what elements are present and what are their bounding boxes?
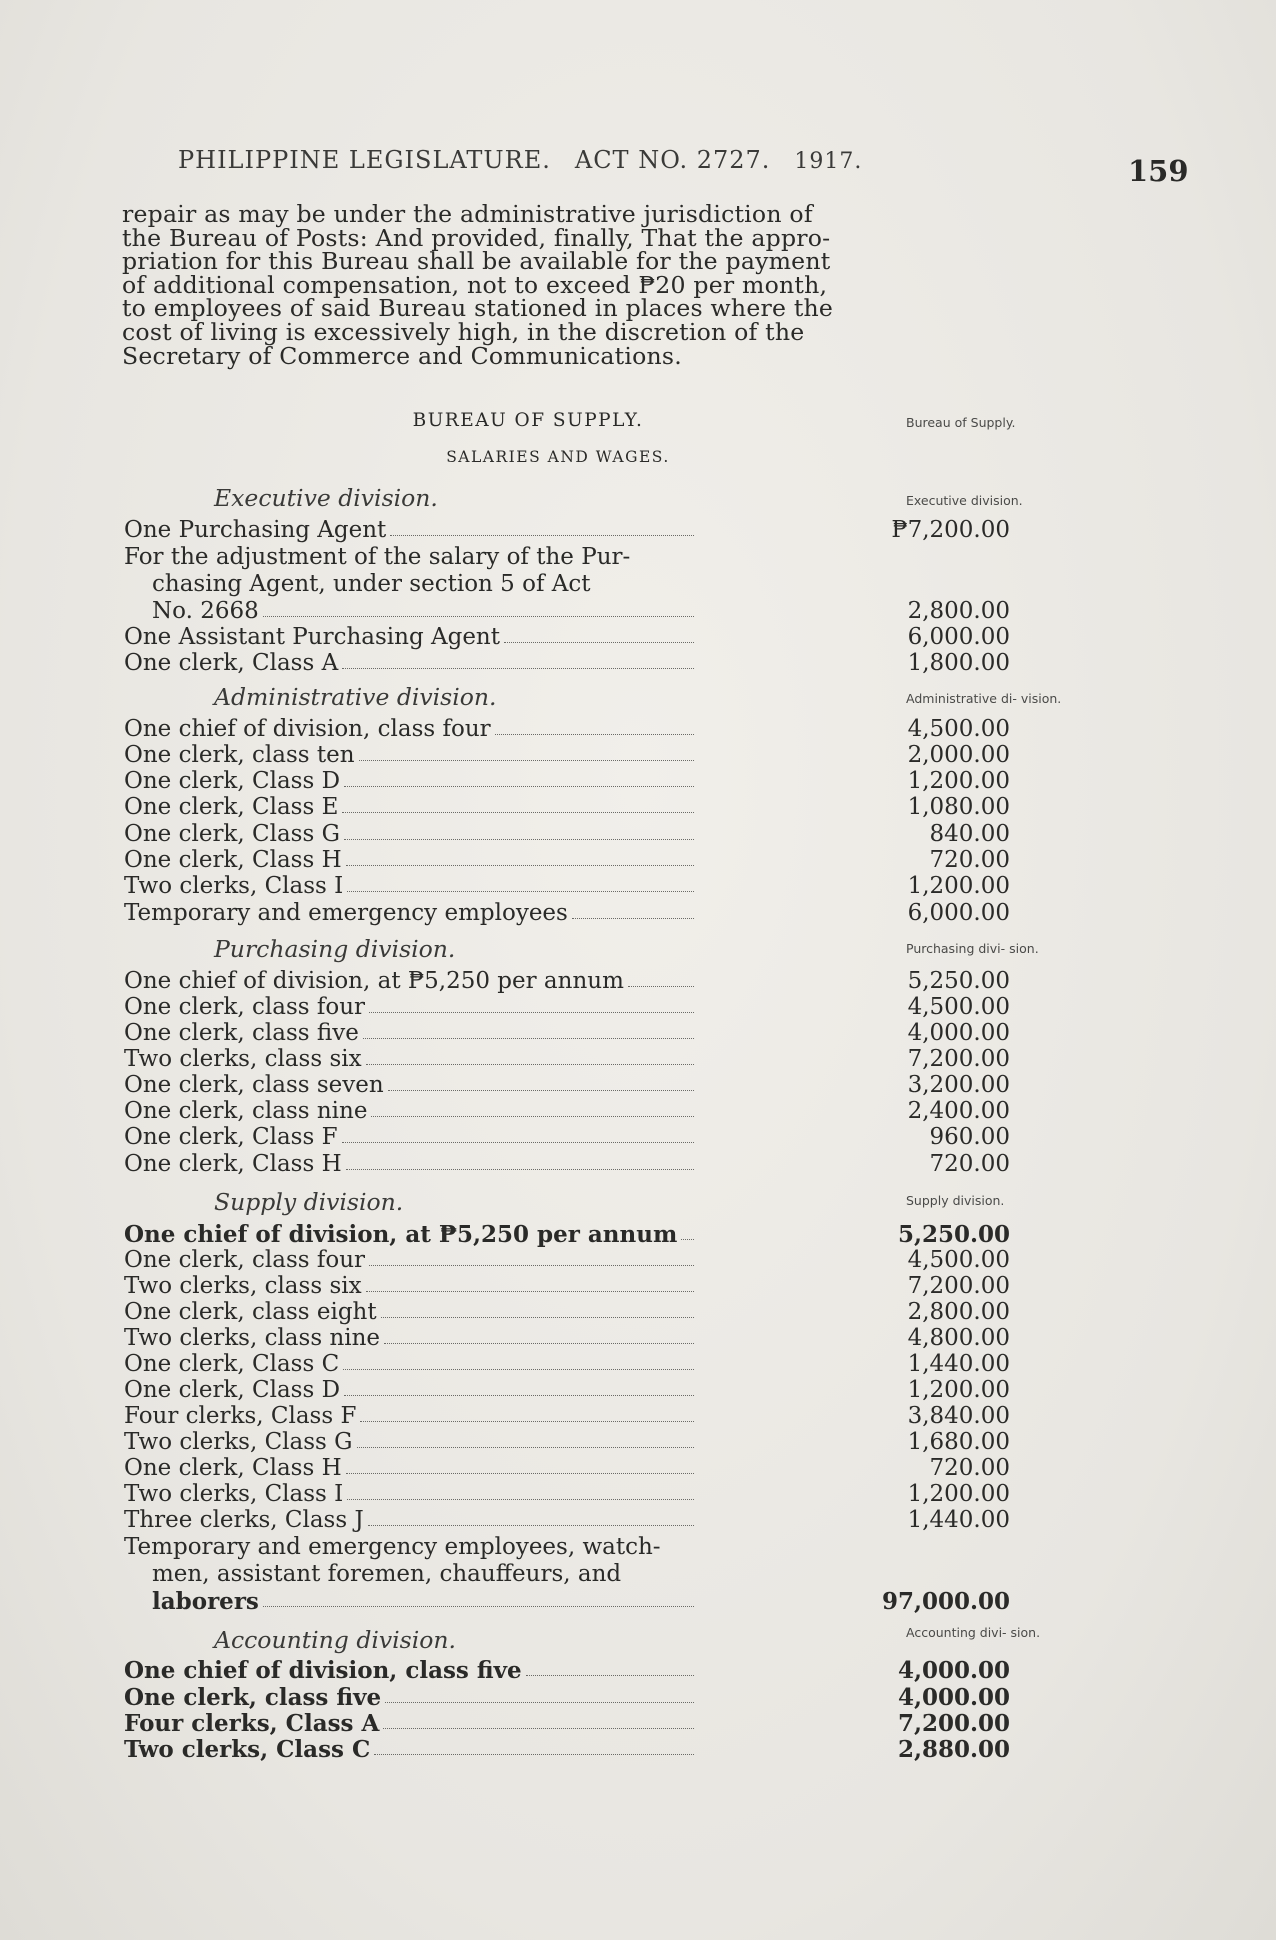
row-amount: 1,800.00	[907, 650, 1010, 676]
row-label: One clerk, Class F	[124, 1124, 338, 1150]
table-row	[124, 716, 1010, 743]
salaries-title: SALARIES AND WAGES.	[446, 448, 670, 466]
row-label: Two clerks, Class G	[124, 1429, 353, 1455]
row-label: One chief of division, class four	[124, 716, 491, 742]
row-label: One Assistant Purchasing Agent	[124, 624, 500, 650]
table-row	[124, 1455, 1010, 1482]
section-heading-administrative: Administrative division.	[214, 683, 497, 711]
table-row	[152, 598, 1010, 625]
table-row	[124, 821, 1010, 848]
row-label: One chief of division, class five	[124, 1657, 522, 1684]
table-row	[124, 742, 1010, 769]
row-label: One clerk, class ten	[124, 742, 355, 768]
table-row	[124, 1377, 1010, 1404]
row-amount: 2,400.00	[907, 1098, 1010, 1124]
row-amount: 3,200.00	[907, 1072, 1010, 1098]
row-label: No. 2668	[152, 598, 259, 624]
table-row	[124, 1020, 1010, 1047]
table-row	[124, 1403, 1010, 1430]
row-label: laborers	[152, 1588, 259, 1615]
row-amount: 4,500.00	[907, 994, 1010, 1020]
row-label: Four clerks, Class F	[124, 1403, 357, 1429]
row-label: One Purchasing Agent	[124, 517, 387, 543]
row-label: Two clerks, Class I	[124, 873, 344, 899]
table-row	[124, 847, 1010, 874]
row-amount: 1,200.00	[907, 1377, 1010, 1403]
table-row	[152, 571, 922, 598]
intro-line: priation for this Bureau shall be available for the payment	[122, 247, 831, 276]
table-row	[124, 1736, 1010, 1763]
table-row	[124, 794, 1010, 821]
row-label: Two clerks, class six	[124, 1046, 362, 1072]
intro-line: Secretary of Commerce and Communications.	[122, 341, 682, 370]
row-label: Two clerks, class nine	[124, 1325, 381, 1351]
row-label: One clerk, class four	[124, 994, 366, 1020]
row-amount: 2,880.00	[897, 1736, 1010, 1763]
intro-paragraph	[122, 200, 882, 370]
table-row	[124, 1710, 1010, 1737]
table-row	[124, 873, 1010, 900]
margin-note-administrative: Administrative di- vision.	[906, 691, 1062, 706]
table-row	[124, 544, 894, 571]
table-row	[124, 1534, 894, 1561]
act-number: ACT NO. 2727.	[574, 146, 771, 174]
row-amount: 1,200.00	[907, 768, 1010, 794]
table-row	[124, 1273, 1010, 1300]
row-label: Temporary and emergency employees, watch-	[124, 1534, 661, 1560]
row-label: One clerk, Class H	[124, 1151, 342, 1177]
intro-line: cost of living is excessively high, in the discretion of the	[122, 317, 805, 346]
row-label: One clerk, class five	[124, 1020, 359, 1046]
row-amount: 1,080.00	[907, 794, 1010, 820]
table-row	[124, 1657, 1010, 1684]
table-row	[124, 1098, 1010, 1125]
row-label: One clerk, Class D	[124, 1377, 341, 1403]
section-heading-supply: Supply division.	[214, 1188, 404, 1216]
row-amount: 97,000.00	[881, 1588, 1010, 1615]
intro-line: of additional compensation, not to exceed ₱20 per month,	[122, 270, 828, 299]
section-heading-purchasing: Purchasing division.	[214, 935, 456, 963]
row-amount: 6,000.00	[907, 900, 1010, 926]
row-label: One clerk, Class G	[124, 821, 340, 847]
row-amount: 960.00	[929, 1124, 1010, 1150]
row-amount: 1,440.00	[907, 1351, 1010, 1377]
bureau-title: BUREAU OF SUPPLY.	[412, 410, 644, 431]
intro-line: the Bureau of Posts: And provided, finally, That the appro-	[122, 223, 831, 252]
row-label: One chief of division, at ₱5,250 per annum	[124, 1221, 678, 1248]
row-amount: 720.00	[929, 847, 1010, 873]
row-label: One clerk, Class E	[124, 794, 339, 820]
row-amount: ₱7,200.00	[891, 517, 1010, 543]
row-label: Temporary and emergency employees	[124, 900, 568, 926]
page-number: 159	[1128, 154, 1189, 188]
row-amount: 7,200.00	[907, 1046, 1010, 1072]
table-row	[124, 1325, 1010, 1352]
intro-line: to employees of said Bureau stationed in places where the	[122, 294, 834, 323]
table-row	[124, 1046, 1010, 1073]
table-row	[124, 1124, 1010, 1151]
table-row	[124, 624, 1010, 651]
section-heading-accounting: Accounting division.	[214, 1626, 456, 1654]
row-amount: 2,000.00	[907, 742, 1010, 768]
table-row	[124, 1429, 1010, 1456]
table-row	[124, 650, 1010, 677]
row-label: One clerk, Class H	[124, 1455, 342, 1481]
row-label: chasing Agent, under section 5 of Act	[152, 571, 591, 597]
row-amount: 2,800.00	[907, 598, 1010, 624]
table-row	[124, 768, 1010, 795]
table-row	[124, 1299, 1010, 1326]
row-amount: 3,840.00	[907, 1403, 1010, 1429]
table-row	[124, 1072, 1010, 1099]
row-amount: 7,200.00	[907, 1273, 1010, 1299]
row-label: For the adjustment of the salary of the Pur-	[124, 544, 631, 570]
row-label: One clerk, Class D	[124, 768, 341, 794]
row-amount: 1,440.00	[907, 1507, 1010, 1533]
row-amount: 1,200.00	[907, 1481, 1010, 1507]
row-amount: 7,200.00	[897, 1710, 1010, 1737]
table-row	[124, 1481, 1010, 1508]
row-label: Four clerks, Class A	[124, 1710, 380, 1737]
row-amount: 4,000.00	[897, 1657, 1010, 1684]
row-label: men, assistant foremen, chauffeurs, and	[152, 1561, 622, 1587]
row-amount: 4,000.00	[897, 1684, 1010, 1711]
row-amount: 1,200.00	[907, 873, 1010, 899]
row-amount: 4,000.00	[907, 1020, 1010, 1046]
row-amount: 5,250.00	[907, 968, 1010, 994]
row-amount: 4,500.00	[907, 1247, 1010, 1273]
row-label: Two clerks, Class C	[124, 1736, 371, 1763]
row-label: One clerk, class seven	[124, 1072, 384, 1098]
table-row	[124, 1351, 1010, 1378]
row-amount: 720.00	[929, 1455, 1010, 1481]
row-amount: 4,500.00	[907, 716, 1010, 742]
table-row	[124, 1151, 1010, 1178]
row-amount: 6,000.00	[907, 624, 1010, 650]
row-label: One clerk, class five	[124, 1684, 382, 1711]
row-amount: 2,800.00	[907, 1299, 1010, 1325]
margin-note-bureau: Bureau of Supply.	[906, 415, 1016, 430]
margin-note-executive: Executive division.	[906, 493, 1023, 508]
row-label: One clerk, class four	[124, 1247, 366, 1273]
row-label: One clerk, class nine	[124, 1098, 368, 1124]
row-label: One clerk, Class C	[124, 1351, 340, 1377]
act-year: 1917.	[794, 149, 863, 174]
table-row	[124, 1507, 1010, 1534]
table-row	[124, 900, 1010, 927]
row-label: One chief of division, at ₱5,250 per annum	[124, 968, 624, 994]
margin-note-accounting: Accounting divi- sion.	[906, 1625, 1041, 1640]
row-label: Three clerks, Class J	[124, 1507, 364, 1533]
table-row	[124, 1247, 1010, 1274]
table-row	[152, 1561, 922, 1588]
row-label: Two clerks, class six	[124, 1273, 362, 1299]
row-amount: 840.00	[929, 821, 1010, 847]
row-amount: 4,800.00	[907, 1325, 1010, 1351]
row-amount: 5,250.00	[897, 1221, 1010, 1248]
table-row	[124, 994, 1010, 1021]
margin-note-purchasing: Purchasing divi- sion.	[906, 941, 1039, 956]
table-row	[124, 968, 1010, 995]
running-title: PHILIPPINE LEGISLATURE.	[178, 146, 551, 174]
section-heading-executive: Executive division.	[214, 484, 438, 512]
row-amount: 1,680.00	[907, 1429, 1010, 1455]
row-amount: 720.00	[929, 1151, 1010, 1177]
row-label: One clerk, Class A	[124, 650, 339, 676]
intro-line: repair as may be under the administrative jurisdiction of	[122, 200, 813, 228]
table-row	[152, 1588, 1010, 1615]
margin-note-supply: Supply division.	[906, 1193, 1005, 1208]
row-label: One clerk, Class H	[124, 847, 342, 873]
table-row	[124, 1221, 1010, 1248]
table-row	[124, 1684, 1010, 1711]
table-row	[124, 517, 1010, 544]
running-header	[178, 146, 862, 174]
row-label: Two clerks, Class I	[124, 1481, 344, 1507]
row-label: One clerk, class eight	[124, 1299, 377, 1325]
